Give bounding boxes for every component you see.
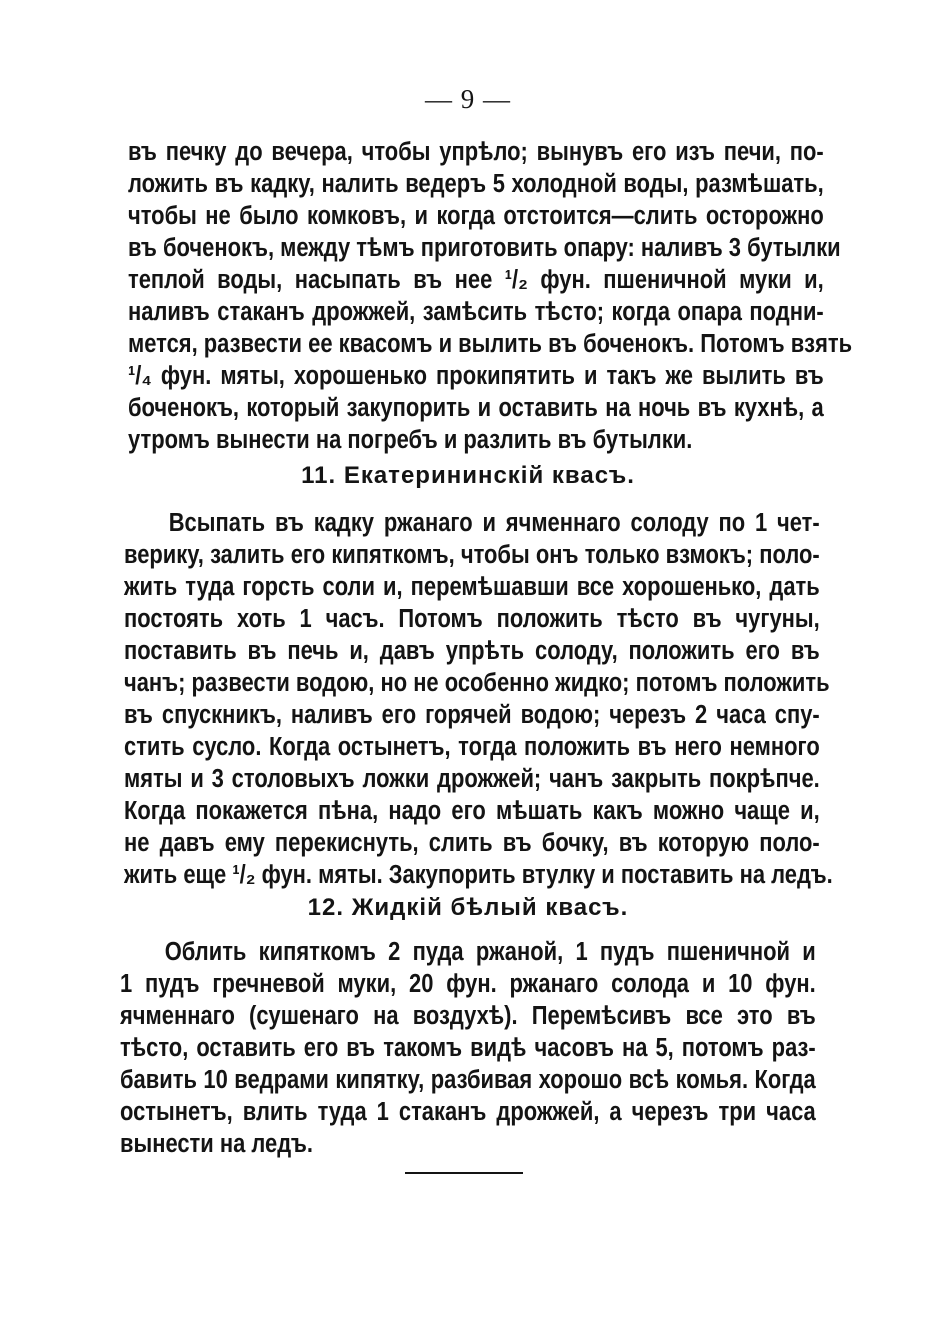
end-rule [405, 1172, 523, 1174]
text-line: Когда покажется пѣна, надо его мѣшать какъ можно чаще и, [124, 797, 820, 825]
text-line: тѣсто, оставить его въ такомъ видѣ часовъ на 5, потомъ раз- [120, 1034, 816, 1062]
text-line: наливъ стаканъ дрожжей, замѣсить тѣсто; когда опара подни- [128, 298, 824, 326]
text-line: чанъ; развести водою, но не особенно жидко; потомъ положить [124, 669, 830, 697]
intro-paragraph [128, 136, 853, 456]
text-line: въ спускникъ, наливъ его горячей водою; черезъ 2 часа спу- [124, 701, 820, 729]
text-line: Облить кипяткомъ 2 пуда ржаной, 1 пудъ пшеничной и [164, 938, 816, 966]
text-line: жить туда горсть соли и, перемѣшавши все хорошенько, дать [124, 573, 820, 601]
text-line: поставить въ печь и, давъ упрѣть солоду, положить его въ [124, 637, 820, 665]
section-heading-11: 11. Екатерининскій квасъ. [301, 462, 635, 489]
text-line: чтобы не было комковъ, и когда отстоится—слить осторожно [128, 202, 824, 230]
text-line: 1 пудъ гречневой муки, 20 фун. ржанаго солода и 10 фун. [120, 970, 816, 998]
text-line: стить сусло. Когда остынетъ, тогда положить въ него немного [124, 733, 820, 761]
text-line: мется, развести ее квасомъ и вылить въ боченокъ. Потомъ взять [128, 330, 853, 358]
page-number: — 9 — [425, 84, 511, 114]
text-line: вынести на ледъ. [120, 1130, 313, 1158]
section-12-paragraph [120, 936, 816, 1160]
section-heading-12: 12. Жидкій бѣлый квасъ. [307, 894, 629, 921]
section-11-paragraph [124, 507, 833, 891]
text-line: остынетъ, влить туда 1 стаканъ дрожжей, а черезъ три часа [120, 1098, 816, 1126]
text-line: ячменнаго (сушенаго на воздухѣ). Перемѣсивъ все это въ [120, 1002, 816, 1030]
text-line: Всыпать въ кадку ржанаго и ячменнаго солоду по 1 чет- [168, 509, 820, 537]
text-line: мяты и 3 столовыхъ ложки дрожжей; чанъ закрыть покрѣпче. [124, 765, 820, 793]
text-line: жить еще ¹/₂ фун. мяты. Закупорить втулку и поставить на ледъ. [124, 861, 833, 889]
text-line: боченокъ, который закупорить и оставить на ночь въ кухнѣ, а [128, 394, 824, 422]
text-line: постоять хоть 1 часъ. Потомъ положить тѣсто въ чугуны, [124, 605, 820, 633]
text-line: не давъ ему перекиснуть, слить въ бочку, въ которую поло- [124, 829, 820, 857]
text-line: теплой воды, насыпать въ нее ¹/₂ фун. пшеничной муки и, [128, 266, 824, 294]
text-line: въ боченокъ, между тѣмъ приготовить опару: наливъ 3 бутылки [128, 234, 841, 262]
text-line: утромъ вынести на погребъ и разлить въ бутылки. [128, 426, 693, 454]
text-line: въ печку до вечера, чтобы упрѣло; вынувъ его изъ печи, по- [128, 138, 824, 166]
text-line: бавить 10 ведрами кипятку, разбивая хорошо всѣ комья. Когда [120, 1066, 816, 1094]
text-line: ¹/₄ фун. мяты, хорошенько прокипятить и такъ же вылить въ [128, 362, 824, 390]
text-line: верику, залить его кипяткомъ, чтобы онъ только взмокъ; поло- [124, 541, 820, 569]
text-line: ложить въ кадку, налить ведеръ 5 холодной воды, размѣшать, [128, 170, 824, 198]
